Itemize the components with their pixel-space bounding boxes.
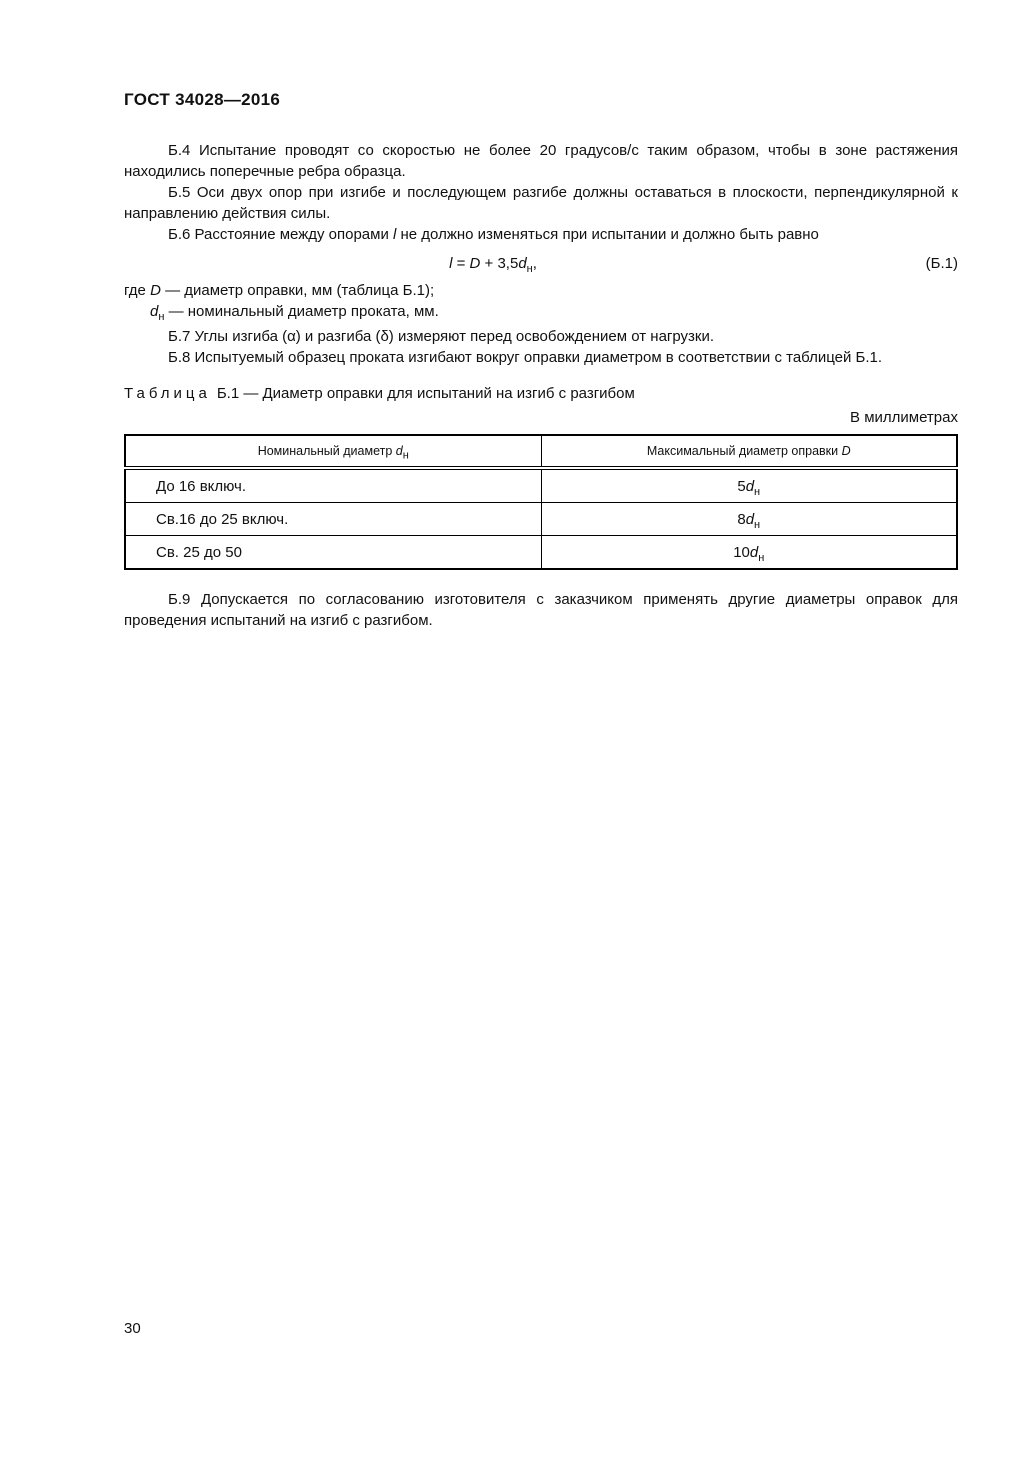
page-content [124, 90, 958, 631]
table-units-note: В миллиметрах [850, 409, 958, 426]
table-header-col2-var: D [841, 444, 851, 458]
table-header-col2-text: Максимальный диаметр оправки [646, 444, 842, 458]
formula-expression [449, 253, 537, 274]
formula-subscript: н [526, 263, 533, 275]
value-number: 5 [737, 477, 746, 495]
value-number: 10 [733, 543, 750, 561]
value-subscript: н [758, 551, 765, 564]
value-var-d: d [745, 477, 755, 495]
table-row [125, 503, 957, 536]
formula-number: (Б.1) [925, 255, 958, 272]
where-var-d-cap: D [150, 282, 161, 299]
formula-b1 [124, 253, 958, 274]
where-word: где [124, 282, 151, 299]
table-header-col1-text: Номинальный диаметр [257, 444, 396, 458]
page-number: 30 [124, 1320, 141, 1337]
formula-var-l: l [449, 255, 453, 272]
paragraph-b4: Б.4 Испытание проводят со скоростью не более 20 градусов/с таким образом, чтобы в зоне растяжения находились поперечные ребра образца. [124, 142, 958, 180]
table-cell-range: Св. 25 до 50 [125, 536, 541, 570]
where-clause-line1 [124, 280, 958, 301]
variable-l: l [393, 226, 397, 243]
paragraph-b7: Б.7 Углы изгиба (α) и разгиба (δ) измеряют перед освобождением от нагрузки. [168, 328, 715, 345]
table-cell-value [541, 536, 957, 570]
table-cell-range: Св.16 до 25 включ. [125, 503, 541, 536]
value-subscript: н [754, 518, 761, 531]
paragraph-b9: Б.9 Допускается по согласованию изготовителя с заказчиком применять другие диаметры оправок для проведения испытаний на изгиб с разгибом. [124, 591, 958, 629]
value-var-d: d [745, 510, 755, 528]
table-caption-text: Б.1 — Диаметр оправки для испытаний на изгиб с разгибом [216, 385, 635, 402]
table-caption-word: Таблица [124, 385, 211, 402]
formula-var-d-cap: D [469, 255, 481, 272]
table-header-row [125, 435, 957, 468]
paragraph-b6-text-tail: не должно изменяться при испытании и должно быть равно [396, 226, 819, 243]
where-line2-text: — номинальный диаметр проката, мм. [164, 303, 439, 320]
table-header-max-mandrel-diameter [541, 435, 957, 468]
formula-plus-term: + 3,5 [480, 255, 519, 272]
table-header-col1-subscript: н [402, 449, 409, 462]
value-var-d: d [749, 543, 759, 561]
table-header-nominal-diameter [125, 435, 541, 468]
paragraph-b6-text: Б.6 Расстояние между опорами [168, 226, 393, 243]
table-cell-value [541, 468, 957, 503]
formula-comma: , [532, 255, 537, 272]
paragraph-b8: Б.8 Испытуемый образец проката изгибают вокруг оправки диаметром в соответствии с таблицей Б.1. [168, 349, 883, 366]
paragraph-b5: Б.5 Оси двух опор при изгибе и последующем разгибе должны оставаться в плоскости, перпендикулярной к направлению действия силы. [124, 184, 958, 222]
formula-equals: = [452, 255, 470, 272]
table-header-col1-var: d [395, 444, 403, 458]
where-clause-line2 [150, 301, 958, 322]
paragraph-b6 [124, 224, 958, 245]
table-row [125, 468, 957, 503]
table-cell-range: До 16 включ. [156, 477, 247, 495]
where-var-d-subscript: н [158, 311, 165, 323]
where-var-d: d [150, 303, 159, 320]
value-number: 8 [737, 510, 746, 528]
where-line1-text: — диаметр оправки, мм (таблица Б.1); [160, 282, 435, 299]
table-caption [124, 385, 958, 402]
formula-var-d: d [518, 255, 527, 272]
table-b1 [124, 434, 958, 570]
table-row [125, 536, 957, 570]
document-header: ГОСТ 34028—2016 [124, 90, 281, 109]
value-subscript: н [754, 485, 761, 498]
table-cell-value [541, 503, 957, 536]
